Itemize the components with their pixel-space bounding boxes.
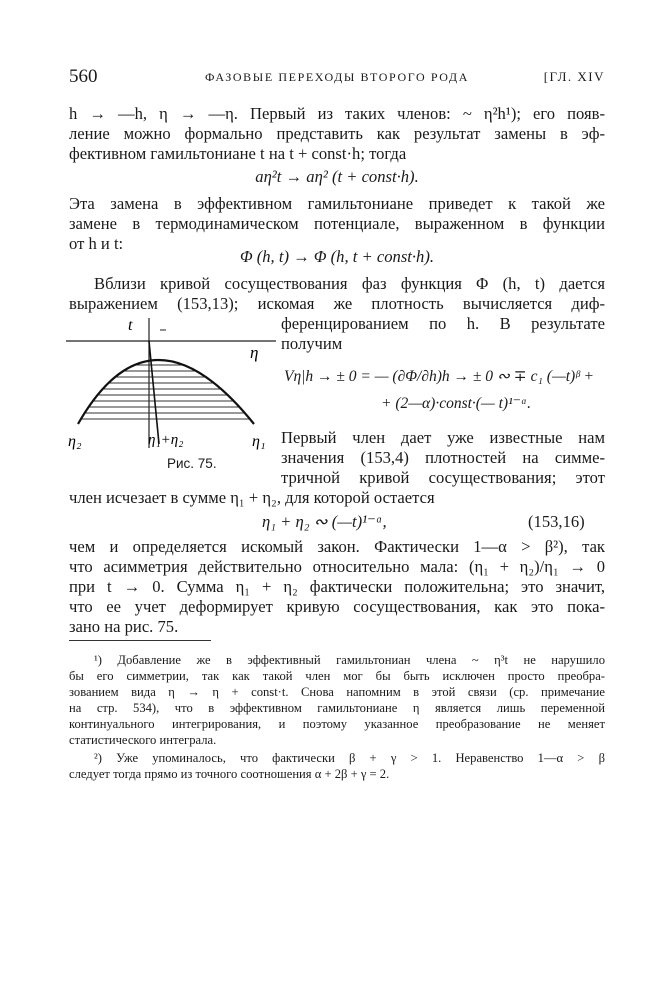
t-axis-label: t bbox=[128, 317, 133, 334]
text-line: ференцированием по h. В результате bbox=[281, 314, 605, 333]
text-line: h → —h, η → —η. Первый из таких членов: ~ η²h¹); его появ- bbox=[69, 104, 605, 123]
equation: + (2—α)·const·(— t)¹⁻ᵅ. bbox=[381, 395, 531, 412]
text-line: член исчезает в сумме η₁ + η₂, для которой остается bbox=[69, 488, 435, 507]
equation: η₁ + η₂ ∾ (—t)¹⁻ᵅ, bbox=[262, 512, 387, 531]
footnote-line: ²) Уже упоминалось, что фактически β + γ > 1. Неравенство 1—α > β bbox=[94, 751, 605, 765]
footnote-rule bbox=[69, 640, 211, 641]
equation: aη²t → aη² (t + const·h). bbox=[255, 167, 419, 186]
text-line: фективном гамильтониане t на t + const·h; тогда bbox=[69, 144, 407, 163]
text-line: что ее учет деформирует кривую сосуществования, как это пока- bbox=[69, 597, 605, 616]
text-line: замене в термодинамическом потенциале, выраженном в функции bbox=[69, 214, 605, 233]
running-header bbox=[69, 66, 605, 90]
text-line: ление можно формально представить как результат замены в эф- bbox=[69, 124, 605, 143]
figure-75 bbox=[66, 316, 276, 476]
coexistence-curve bbox=[78, 360, 254, 424]
footnote-line: зованием вида η → η + const·t. Снова напомним в этой связи (ср. примечание bbox=[69, 685, 605, 699]
equation-number: (153,16) bbox=[528, 512, 585, 531]
eta-sum-label: η₁+η₂ bbox=[148, 432, 184, 448]
text-line: выражением (153,13); искомая же плотность вычисляется диф- bbox=[69, 294, 605, 313]
text-line: чем и определяется искомый закон. Фактически 1—α > β²), так bbox=[69, 537, 605, 556]
diameter-line bbox=[149, 341, 159, 444]
text-line: зано на рис. 75. bbox=[69, 617, 179, 636]
equation: Vη|h → ± 0 = — (∂Φ/∂h)h → ± 0 ∾ ∓ c₁ (—t)ᵝ + bbox=[284, 368, 594, 385]
text-line: Эта замена в эффективном гамильтониане приведет к такой же bbox=[69, 194, 605, 213]
eta2-label: η₂ bbox=[68, 433, 82, 450]
footnote-line: бы его симметрии, так как такой член мог бы быть исключен просто преобра- bbox=[69, 669, 605, 683]
text-line: Вблизи кривой сосуществования фаз функция Φ (h, t) дается bbox=[94, 274, 605, 293]
hatching bbox=[66, 347, 276, 419]
text-line: тричной кривой сосуществования; этот bbox=[281, 468, 605, 487]
equation: Φ (h, t) → Φ (h, t + const·h). bbox=[239, 247, 435, 266]
figure-caption: Рис. 75. bbox=[167, 456, 217, 471]
running-title: ФАЗОВЫЕ ПЕРЕХОДЫ ВТОРОГО РОДА bbox=[205, 70, 469, 84]
footnote-line: следует тогда прямо из точного соотношения α + 2β + γ = 2. bbox=[69, 767, 390, 781]
footnote-line: на стр. 534), что в эффективном гамильтониане η является лишь переменной bbox=[69, 701, 605, 715]
text-line: Первый член дает уже известные нам bbox=[281, 428, 605, 447]
text-line: при t → 0. Сумма η₁ + η₂ фактически положительна; это значит, bbox=[69, 577, 605, 596]
text-line: от h и t: bbox=[69, 234, 124, 253]
text-line: получим bbox=[281, 334, 343, 353]
eta-axis-label: η bbox=[250, 343, 259, 362]
footnote-line: статистического интеграла. bbox=[69, 733, 217, 747]
footnote-line: ¹) Добавление же в эффективный гамильтониан члена ~ η³t не нарушило bbox=[94, 653, 605, 667]
chapter-label: [ГЛ. XIV bbox=[543, 69, 605, 84]
eta1-label: η₁ bbox=[252, 433, 266, 450]
text-line: значения (153,4) плотностей на симме- bbox=[281, 448, 605, 467]
page-number: 560 bbox=[69, 66, 98, 87]
text-line: что асимметрия действительно относительно мала: (η₁ + η₂)/η₁ → 0 bbox=[69, 557, 605, 576]
footnote-line: континуального интегрирования, и поэтому указанное преобразование не меняет bbox=[69, 717, 605, 731]
